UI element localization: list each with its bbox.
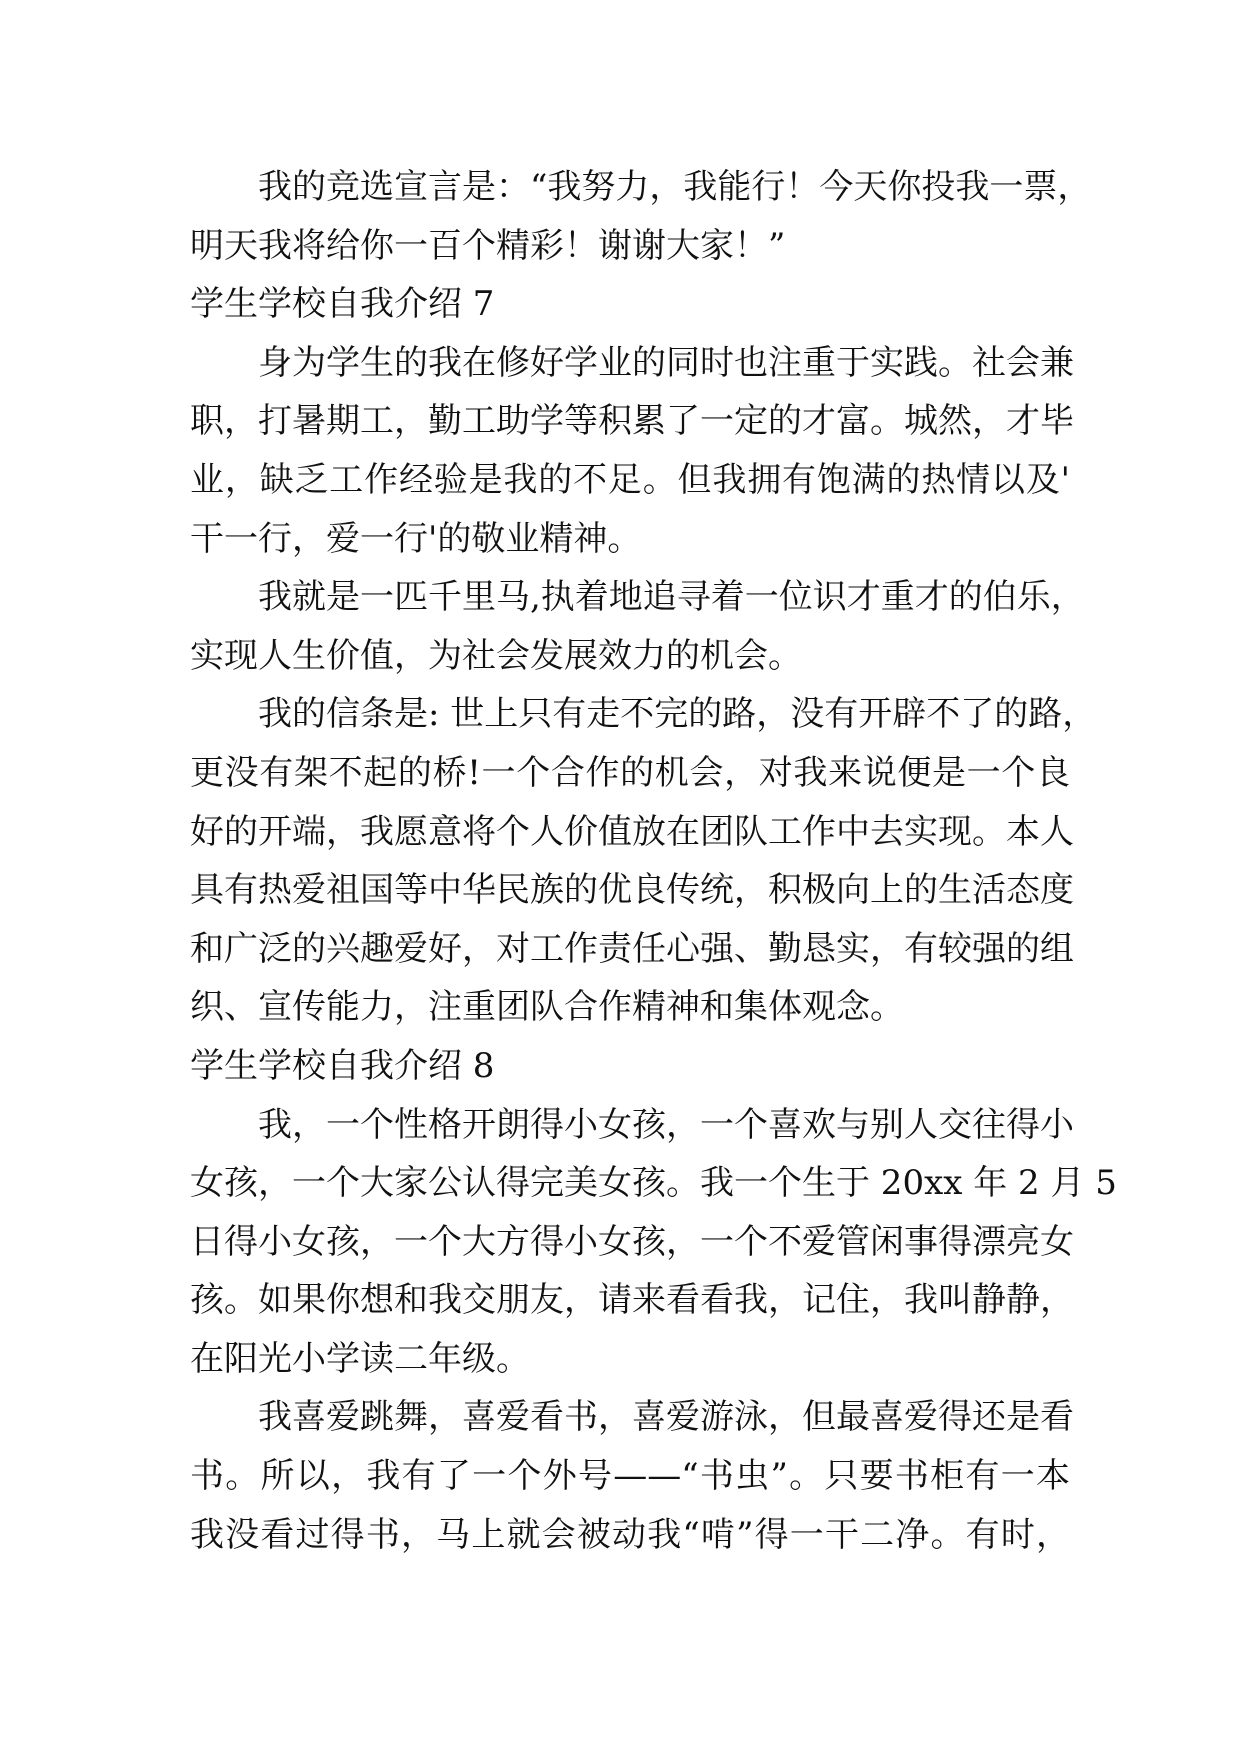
document-body <box>190 158 1117 1564</box>
text-line: 具有热爱祖国等中华民族的优良传统，积极向上的生活态度 <box>190 870 1074 911</box>
text-line: 书。所以，我有了一个外号——“书虫”。只要书柜有一本 <box>190 1456 1070 1497</box>
section-heading: 学生学校自我介绍 7 <box>190 284 495 325</box>
text-line: 日得小女孩，一个大方得小女孩，一个不爱管闲事得漂亮女 <box>190 1221 1074 1262</box>
text-line: 孩。如果你想和我交朋友，请来看看我，记住，我叫静静， <box>190 1280 1074 1321</box>
text-line: 我，一个性格开朗得小女孩，一个喜欢与别人交往得小 <box>258 1104 1074 1145</box>
text-line: 我没看过得书，马上就会被动我“啃”得一干二净。有时， <box>190 1514 1070 1555</box>
section-heading: 学生学校自我介绍 8 <box>190 1045 495 1086</box>
text-line: 我就是一匹千里马,执着地追寻着一位识才重才的伯乐， <box>258 577 1085 618</box>
text-line: 职，打暑期工，勤工助学等积累了一定的才富。城然，才毕 <box>190 401 1074 442</box>
text-line: 在阳光小学读二年级。 <box>190 1338 530 1379</box>
text-line: 干一行，爱一行'的敬业精神。 <box>190 518 642 559</box>
text-line: 我的信条是: 世上只有走不完的路，没有开辟不了的路， <box>258 694 1097 735</box>
text-line: 我喜爱跳舞，喜爱看书，喜爱游泳，但最喜爱得还是看 <box>258 1397 1074 1438</box>
text-line: 和广泛的兴趣爱好，对工作责任心强、勤恳实，有较强的组 <box>190 928 1074 969</box>
text-line: 实现人生价值，为社会发展效力的机会。 <box>190 635 802 676</box>
text-line: 我的竞选宣言是：“我努力，我能行！今天你投我一票， <box>258 167 1092 207</box>
text-line: 身为学生的我在修好学业的同时也注重于实践。社会兼 <box>258 342 1074 383</box>
text-line: 织、宣传能力，注重团队合作精神和集体观念。 <box>190 987 904 1028</box>
text-line: 业，缺乏工作经验是我的不足。但我拥有饱满的热情以及' <box>190 459 1070 500</box>
text-line: 明天我将给你一百个精彩！谢谢大家！” <box>190 225 786 266</box>
text-line: 女孩，一个大家公认得完美女孩。我一个生于 20xx 年 2 月 5 <box>190 1163 1117 1204</box>
text-line: 更没有架不起的桥!一个合作的机会，对我来说便是一个良 <box>190 752 1070 793</box>
text-line: 好的开端，我愿意将个人价值放在团队工作中去实现。本人 <box>190 811 1074 852</box>
